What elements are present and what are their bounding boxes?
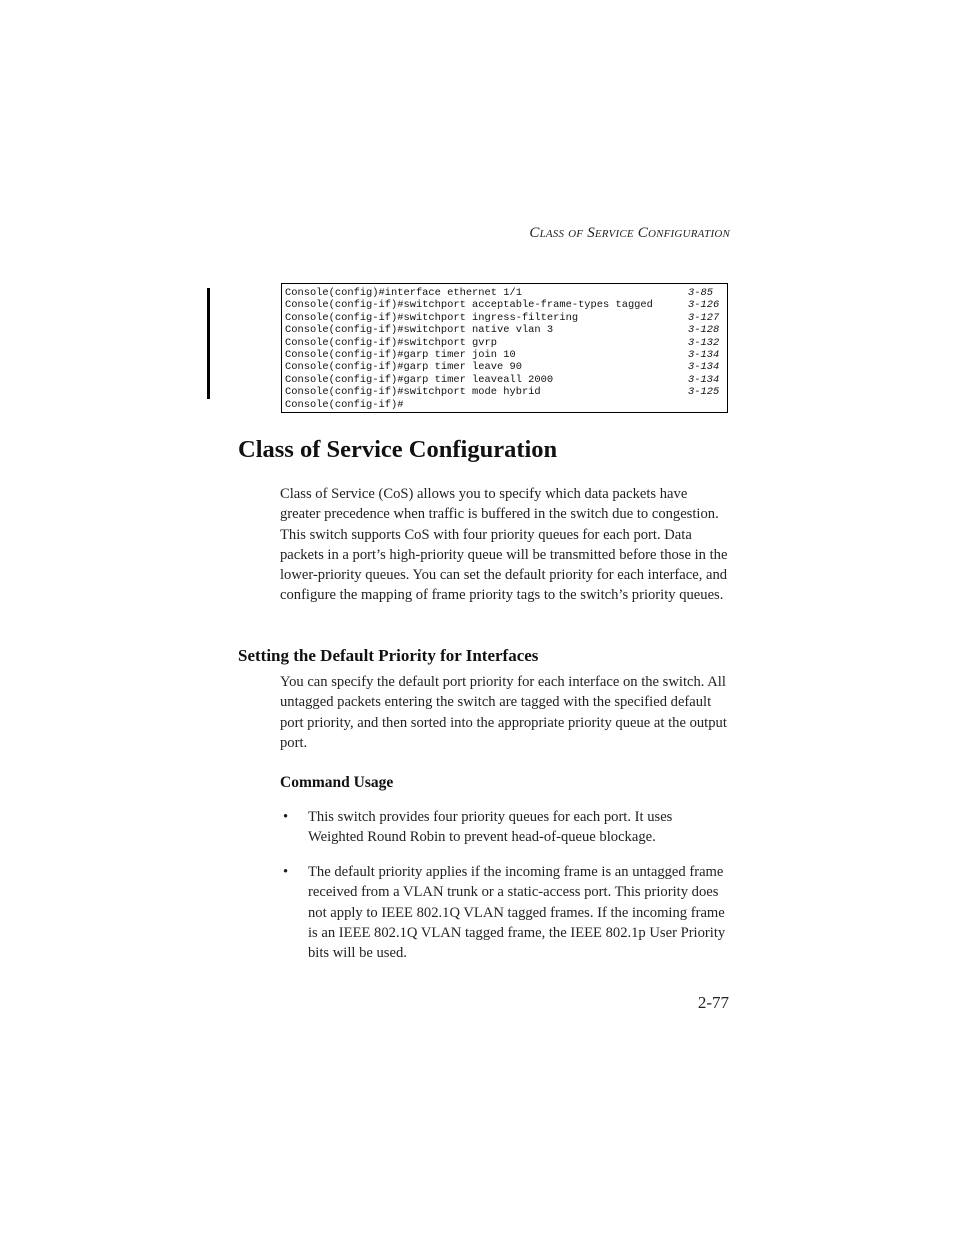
code-command: Console(config-if)# xyxy=(285,398,404,411)
code-page-ref: 3-126 xyxy=(688,299,720,312)
bullet-marker: • xyxy=(283,809,289,825)
code-line xyxy=(285,374,727,386)
code-page-ref: 3-132 xyxy=(688,336,720,349)
command-usage-heading: Command Usage xyxy=(280,774,394,791)
code-line xyxy=(285,287,727,299)
bullet-marker: • xyxy=(283,864,289,880)
code-line xyxy=(285,312,727,324)
subsection-paragraph: You can specify the default port priority for each interface on the switch. All untagged packets entering the switch are tagged with the specified default port priority, and then sorted into the appropriate priority queue at the output port. xyxy=(280,674,727,751)
code-page-ref: 3-127 xyxy=(688,311,720,324)
code-command: Console(config-if)#switchport native vlan 3 xyxy=(285,324,554,337)
code-page-ref: 3-85 xyxy=(688,287,713,299)
code-page-ref: 3-128 xyxy=(688,324,720,337)
code-command: Console(config-if)#garp timer join 10 xyxy=(285,348,516,361)
code-line xyxy=(285,399,727,411)
code-page-ref: 3-134 xyxy=(688,348,720,361)
running-header xyxy=(529,225,730,242)
code-command: Console(config-if)#switchport ingress-filtering xyxy=(285,311,579,324)
header-word-configuration: CONFIGURATION xyxy=(637,225,730,241)
page-number: 2-77 xyxy=(697,993,729,1012)
code-line xyxy=(285,337,727,349)
header-word-service: SERVICE xyxy=(587,225,634,241)
code-page-ref: 3-134 xyxy=(688,361,720,374)
section-intro-paragraph: Class of Service (CoS) allows you to specify which data packets have greater precedence when traffic is buffered in the switch due to congestion. This switch supports CoS with four priority queues for each port. Data packets in a port’s high-priority queue will be transmitted before those in the lower-priority queues. You can set the default priority for each interface, and configure the mapping of frame priority tags to the switch’s priority queues. xyxy=(280,486,728,604)
revision-change-bar xyxy=(207,288,210,399)
code-line xyxy=(285,349,727,361)
code-line xyxy=(285,299,727,311)
code-command: Console(config-if)#switchport acceptable-frame-types tagged xyxy=(285,299,653,312)
code-command: Console(config-if)#switchport mode hybrid xyxy=(285,386,541,399)
code-page-ref: 3-125 xyxy=(688,386,720,399)
section-title: Class of Service Configuration xyxy=(238,436,558,463)
bullet-item: This switch provides four priority queues for each port. It uses Weighted Round Robin to prevent head-of-queue blockage. xyxy=(308,809,673,846)
code-command: Console(config)#interface ethernet 1/1 xyxy=(285,287,522,299)
code-page-ref: 3-134 xyxy=(688,373,720,386)
code-command: Console(config-if)#switchport gvrp xyxy=(285,336,498,349)
code-line xyxy=(285,361,727,373)
bullet-item: The default priority applies if the incoming frame is an untagged frame received from a VLAN trunk or a static-access port. This priority does not apply to IEEE 802.1Q VLAN tagged frames. If the incoming frame is an IEEE 802.1Q VLAN tagged frame, the IEEE 802.1p User Priority bits will be used. xyxy=(308,864,726,962)
code-line xyxy=(285,324,727,336)
header-word-of: OF xyxy=(568,228,584,240)
code-example-box xyxy=(281,283,728,413)
code-line xyxy=(285,386,727,398)
subsection-title: Setting the Default Priority for Interfaces xyxy=(238,646,539,665)
code-command: Console(config-if)#garp timer leaveall 2000 xyxy=(285,373,554,386)
header-word-class: CLASS xyxy=(529,225,565,241)
code-command: Console(config-if)#garp timer leave 90 xyxy=(285,361,522,374)
